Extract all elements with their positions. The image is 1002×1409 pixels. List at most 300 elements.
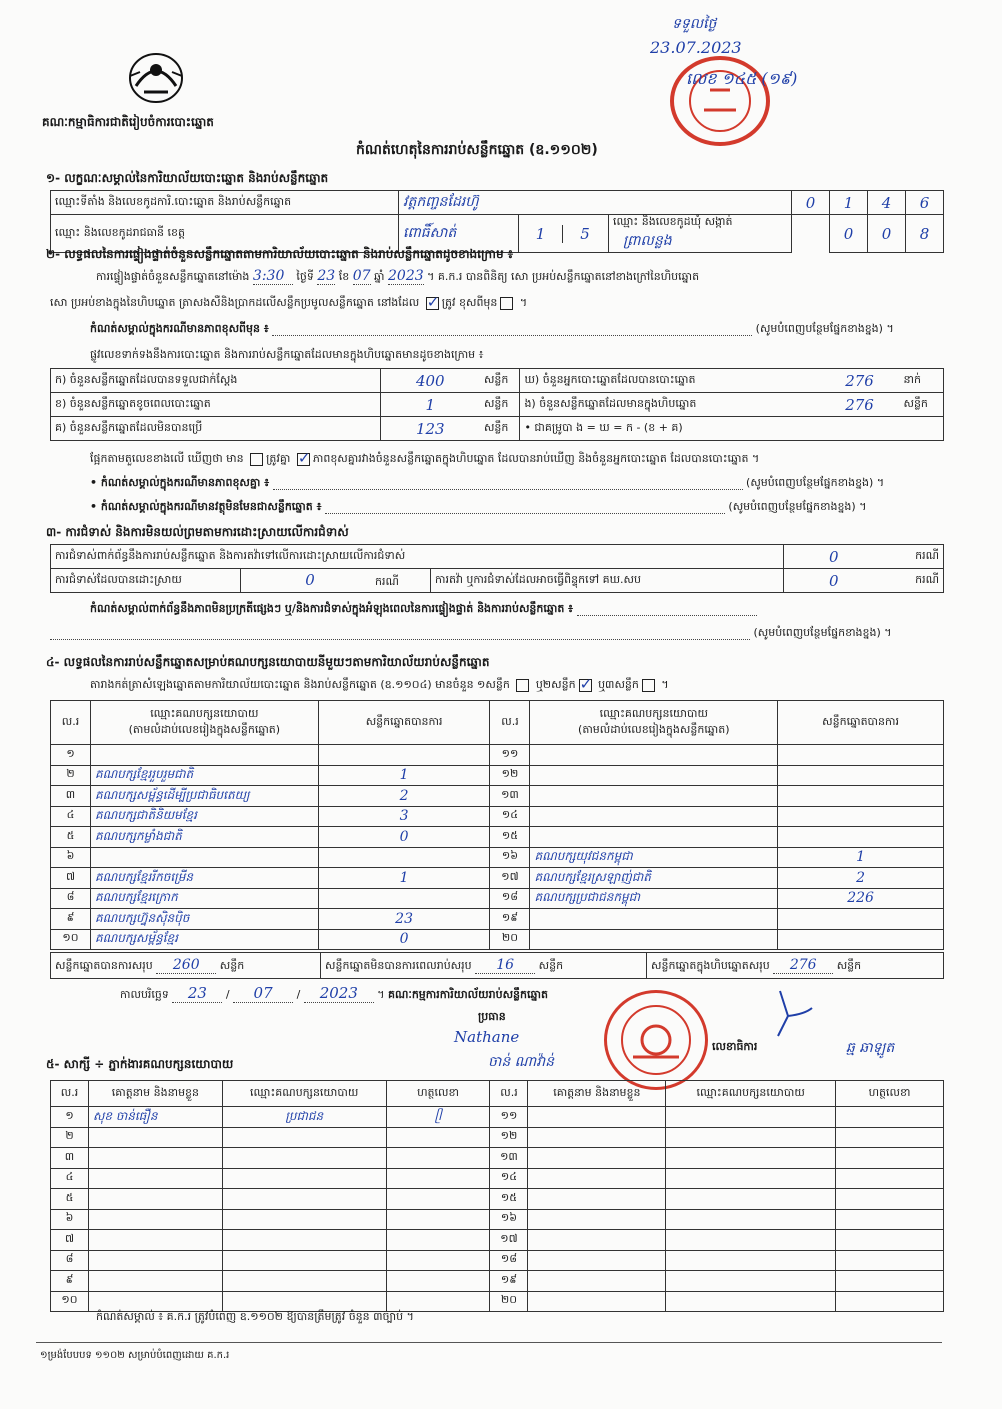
results-col-party-right-title: ឈ្មោះគណបក្សនយោបាយ [599, 706, 708, 720]
tally-one-checkbox[interactable] [516, 679, 529, 692]
result-party: គណបក្សយុវជនកម្ពុជា [530, 847, 778, 868]
seal-wrong-checkbox[interactable] [500, 297, 513, 310]
witness-no: ៣ [51, 1148, 89, 1169]
witness-no: ១១ [490, 1107, 528, 1128]
witness-col-sign-left: ហត្ថលេខា [386, 1081, 490, 1107]
result-no: ១៤ [490, 806, 530, 827]
result-party: គណបក្សសម្ព័ន្ធដើម្បីប្រជាធិបតេយ្យ [90, 786, 318, 807]
witness-party[interactable] [222, 1230, 386, 1251]
witness-signature[interactable] [836, 1148, 944, 1169]
witness-row [51, 1189, 944, 1210]
result-row [51, 847, 944, 868]
witness-party[interactable] [222, 1291, 386, 1312]
witness-signature[interactable] [386, 1250, 490, 1271]
witness-no: ៥ [51, 1189, 89, 1210]
result-party: គណបក្សខ្មែរក្រោក [90, 888, 318, 909]
resolved-unit: ករណី [375, 574, 399, 588]
objection-total-value: 0 [784, 545, 884, 569]
total-box-label: សន្លឹកឆ្នោតក្នុងហិបឆ្នោតសរុប [651, 958, 770, 972]
witness-col-name-left: គោត្តនាម និងនាមខ្លួន [88, 1081, 222, 1107]
result-votes [778, 909, 944, 930]
result-party: គណបក្សប្រជាជនកម្ពុជា [530, 888, 778, 909]
witness-no: ១៥ [490, 1189, 528, 1210]
witness-name[interactable] [528, 1107, 666, 1128]
irregularity-note-line-2 [50, 626, 946, 642]
verification-paragraph-2: សោ ប្រអប់ខាងក្នុងនៃហិបឆ្នោត ត្រាសងសឺនិងប្រាកដលើសន្លឹកប្រមូលសន្លឹកឆ្នោត នៅងដែល ✓ ត្រូវ ខុសពីមុន ។ [50, 296, 527, 312]
count-row [51, 369, 944, 393]
witness-name[interactable] [88, 1148, 222, 1169]
witness-signature[interactable] [836, 1168, 944, 1189]
verification-day: 23 [317, 268, 336, 284]
date-month: 07 [233, 984, 293, 1003]
count-unit-2: នាក់ [899, 369, 943, 393]
witness-row [51, 1107, 944, 1128]
result-votes [318, 847, 490, 868]
witness-row [51, 1291, 944, 1312]
section3-heading: ៣- ការជំទាស់ និងការមិនយល់ព្រមតាមការដោះស្រាយលើការជំទាស់ [46, 525, 349, 539]
total-invalid-label: សន្លឹកឆ្នោតមិនបានការពេលរាប់សរុប [325, 958, 472, 972]
result-party: គណបក្សខ្មែររួបរួមជាតិ [90, 765, 318, 786]
result-party: គណបក្សកម្លាំងជាតិ [90, 827, 318, 848]
tally-sheet-line: តារាងកត់ត្រាសំឡេងឆ្នោតតាមការិយាល័យបោះឆ្នោត និងរាប់សន្លឹកឆ្នោត (ឧ.១១០៤) មានចំនួន ១សន្លឹក ឬ២សន្លឹក✓ ឬ៣សន្លឹក ។ [90, 678, 669, 694]
difference-note-line [90, 476, 946, 492]
count-label-2: ង) ចំនួនសន្លឹកឆ្នោតដែលមានក្នុងហិបឆ្នោត [520, 393, 820, 417]
province-code [519, 215, 609, 253]
witness-name[interactable] [528, 1271, 666, 1292]
province-label: ឈ្មោះ និងលេខកូដរាជធានី ខេត្ត [51, 215, 399, 253]
witness-row [51, 1271, 944, 1292]
total-box-value: 276 [773, 957, 833, 974]
witness-signature[interactable] [836, 1127, 944, 1148]
result-votes: 23 [318, 909, 490, 930]
result-votes [778, 929, 944, 950]
org-name: គណៈកម្មាធិការជាតិរៀបចំការបោះឆ្នោត [42, 115, 214, 129]
results-col-no-left: ល.រ [51, 701, 91, 745]
total-valid-cell [51, 953, 321, 979]
secretary-label: លេខាធិការ [712, 1040, 758, 1053]
total-invalid-value: 16 [475, 957, 535, 974]
difference-note-label: • កំណត់សម្គាល់ក្នុងករណីមានភាពខុសគ្នា ៖ [90, 476, 270, 489]
witness-no: ៧ [51, 1230, 89, 1251]
result-no: ២ [51, 765, 91, 786]
result-votes [778, 786, 944, 807]
total-invalid-cell [321, 953, 647, 979]
ballot-count-table [50, 368, 944, 441]
result-votes: 3 [318, 806, 490, 827]
result-no: ១៦ [490, 847, 530, 868]
resolved-cell [241, 569, 431, 593]
witness-no: ៤ [51, 1168, 89, 1189]
result-votes: 2 [778, 868, 944, 889]
match-label: ត្រូវគ្នា [266, 452, 291, 465]
witness-name[interactable] [88, 1250, 222, 1271]
discrepancy-note-field[interactable] [272, 322, 752, 336]
president-label: ប្រធាន [478, 1010, 506, 1023]
result-votes: 0 [318, 929, 490, 950]
count-unit-2 [899, 417, 943, 441]
witness-signature[interactable] [386, 1209, 490, 1230]
result-party [530, 909, 778, 930]
witness-name[interactable] [88, 1230, 222, 1251]
objection-total-unit: ករណី [884, 545, 944, 569]
results-col-party-right [530, 701, 778, 745]
result-no: ១០ [51, 929, 91, 950]
witness-name[interactable] [88, 1291, 222, 1312]
irregularity-note-line [90, 602, 946, 618]
results-col-party-left-title: ឈ្មោះគណបក្សនយោបាយ [150, 706, 259, 720]
commune-label: ឈ្មោះ និងលេខកូដឃុំ សង្កាត់ [613, 215, 733, 228]
irregularity-note-field[interactable] [577, 602, 757, 616]
count-value: 1 [380, 393, 480, 417]
verification-text-a: ការផ្ទៀងផ្ទាត់ចំនួនសន្លឹកឆ្នោតនៅម៉ោង [96, 270, 250, 283]
witness-party[interactable] [222, 1168, 386, 1189]
count-label: ក) ចំនួនសន្លឹកឆ្នោតដែលបានទទួលជាក់ស្តែង [51, 369, 381, 393]
result-row [51, 786, 944, 807]
count-value-2: 276 [820, 393, 900, 417]
count-label: គ) ចំនួនសន្លឹកឆ្នោតដែលមិនបានប្រើ [51, 417, 381, 441]
witness-col-party-left: ឈ្មោះគណបក្សនយោបាយ [222, 1081, 386, 1107]
verification-month: 07 [352, 268, 371, 284]
date-day: 23 [172, 984, 222, 1003]
witness-row [51, 1168, 944, 1189]
polling-station-label: ឈ្មោះទីតាំង និងលេខកូដការិ.បោះឆ្នោត និងរាប់សន្លឹកឆ្នោត [51, 191, 399, 215]
witness-party[interactable] [666, 1189, 836, 1210]
committee-stamp [604, 990, 708, 1090]
section5-heading: ៥- សាក្សី ÷ ភ្នាក់ងារគណបក្សនយោបាយ [46, 1057, 234, 1071]
foreign-object-note-hint: (សូមបំពេញបន្ថែមផ្នែកខាងខ្នង) ។ [728, 500, 867, 513]
count-unit-2: សន្លឹក [899, 393, 943, 417]
witness-name[interactable] [528, 1148, 666, 1169]
resolved-value: 0 [305, 570, 315, 589]
result-no: ៤ [51, 806, 91, 827]
date-year: 2023 [304, 984, 374, 1003]
commune-name: ព្រាលន្លង [623, 233, 672, 249]
witness-no: ២ [51, 1127, 89, 1148]
witness-signature[interactable] [386, 1148, 490, 1169]
witness-name[interactable] [528, 1230, 666, 1251]
date-label: កាលបរិច្ឆេទ [120, 988, 169, 1001]
result-no: ២០ [490, 929, 530, 950]
tally-two-checkbox[interactable] [579, 679, 592, 692]
result-row [51, 806, 944, 827]
irregularity-note-field-2[interactable] [50, 626, 750, 640]
appeal-label: ការតវ៉ា ឬការជំទាស់ដែលអាចធ្វើពិន្ទុកទៅ គឃ.សប [431, 569, 784, 593]
verification-text-b: ថ្ងៃទី [296, 270, 314, 283]
witness-signature[interactable] [386, 1230, 490, 1251]
witness-no: ១ [51, 1107, 89, 1128]
result-party [530, 806, 778, 827]
witness-name[interactable]: សុខ ចាន់ធឿន [88, 1107, 222, 1128]
foreign-object-note-field[interactable] [325, 500, 725, 514]
appeal-value: 0 [784, 569, 884, 593]
result-no: ៦ [51, 847, 91, 868]
appeal-unit: ករណី [884, 569, 944, 593]
witness-name[interactable] [528, 1127, 666, 1148]
match-checkbox[interactable] [250, 453, 263, 466]
witness-table [50, 1080, 944, 1312]
secretary-signature-mark [760, 986, 820, 1050]
witness-signature[interactable] [836, 1291, 944, 1312]
witness-name[interactable] [528, 1250, 666, 1271]
discrepancy-note-hint: (សូមបំពេញបន្ថែមផ្នែកខាងខ្នង) ។ [755, 322, 894, 335]
station-code-2: 1 [830, 191, 868, 215]
irregularity-note-hint: (សូមបំពេញបន្ថែមផ្នែកខាងខ្នង) ។ [753, 626, 892, 639]
tally-two-label: ឬ២សន្លឹក [535, 678, 576, 691]
station-code-1: 0 [792, 191, 830, 215]
result-votes: 226 [778, 888, 944, 909]
count-label: ខ) ចំនួនសន្លឹកឆ្នោតខូចពេលបោះឆ្នោត [51, 393, 381, 417]
date-line: កាលបរិច្ឆេទ 23 / 07 / 2023 ។ គណៈកម្មការការិយាល័យរាប់សន្លឹកឆ្នោត [120, 984, 548, 1002]
witness-party[interactable] [222, 1271, 386, 1292]
witness-signature[interactable] [386, 1168, 490, 1189]
witness-no: ១៨ [490, 1250, 528, 1271]
form-title: កំណត់ហេតុនៃការរាប់សន្លឹកឆ្នោត (ឧ.១១០២) [356, 142, 598, 158]
footer-divider [36, 1342, 942, 1343]
witness-name[interactable] [88, 1209, 222, 1230]
witness-col-no-left: ល.រ [51, 1081, 89, 1107]
total-invalid-unit: សន្លឹក [538, 958, 564, 972]
witness-signature[interactable] [386, 1291, 490, 1312]
witness-party[interactable] [666, 1250, 836, 1271]
irregularity-note-label: កំណត់សម្គាល់ពាក់ព័ន្ធនឹងភាពមិនប្រក្រតីផ្សេងៗ ឬ/និងការជំទាស់ក្នុងអំឡុងពេលនៃការផ្ទៀងផ្ទាត់ និងការរាប់សន្លឹកឆ្នោត ៖ [90, 602, 574, 615]
verification-text-c: ។ គ.ក.រ បានពិនិត្យ សោ ប្រអប់សន្លឹកឆ្នោតនៅខាងក្រៅនៃហិបឆ្នោត [427, 270, 700, 283]
section2-heading: ២- លទ្ធផលនៃការផ្ទៀងផ្ទាត់ចំនួនសន្លឹកឆ្នោតតាមការិយាល័យបោះឆ្នោត និងរាប់សន្លឹកឆ្នោតដូចខាងក្រោម ៖ [46, 247, 514, 261]
count-label-2: ឃ) ចំនួនអ្នកបោះឆ្នោតដែលបានបោះឆ្នោត [520, 369, 820, 393]
witness-name[interactable] [528, 1168, 666, 1189]
witness-no: ១០ [51, 1291, 89, 1312]
seal-wrong-label: ខុសពីមុន [458, 296, 498, 309]
results-totals-table [50, 952, 944, 979]
witness-party[interactable] [666, 1107, 836, 1128]
result-votes [318, 888, 490, 909]
section1-heading: ១- លក្ខណៈសម្គាល់នៃការិយាល័យបោះឆ្នោត និងរាប់សន្លឹកឆ្នោត [46, 171, 329, 185]
count-value: 123 [380, 417, 480, 441]
witness-row [51, 1230, 944, 1251]
witness-signature[interactable] [386, 1127, 490, 1148]
witness-party[interactable] [222, 1209, 386, 1230]
witness-name[interactable] [88, 1189, 222, 1210]
station-code-3: 4 [868, 191, 906, 215]
witness-row [51, 1148, 944, 1169]
witness-no: ៦ [51, 1209, 89, 1230]
witness-row [51, 1209, 944, 1230]
total-box-unit: សន្លឹក [836, 958, 862, 972]
verification-year: 2023 [388, 268, 424, 284]
party-results-table [50, 700, 944, 950]
section1-table [50, 190, 944, 253]
result-no: ៨ [51, 888, 91, 909]
witness-party[interactable] [666, 1291, 836, 1312]
witness-party[interactable]: ប្រជាជន [222, 1107, 386, 1128]
result-no: ១៥ [490, 827, 530, 848]
difference-label: ភាពខុសគ្នារវាងចំនួនសន្លឹកឆ្នោតក្នុងហិបឆ្នោត ដែលបានរាប់ឃើញ និងចំនួនអ្នកបោះឆ្នោត ដែលបានបោះឆ្នោត ។ [312, 452, 760, 465]
count-value-2 [820, 417, 900, 441]
verification-time: 3:30 [253, 268, 293, 285]
discrepancy-note-line [90, 322, 946, 338]
results-col-party-left-sub: (តាមលំដាប់លេខរៀងក្នុងសន្លឹកឆ្នោត) [128, 722, 281, 736]
result-no: ៩ [51, 909, 91, 930]
tally-three-checkbox[interactable] [642, 679, 655, 692]
committee-label: គណៈកម្មការការិយាល័យរាប់សន្លឹកឆ្នោត [388, 988, 548, 1001]
station-code-4: 6 [906, 191, 944, 215]
consistency-line [90, 452, 946, 468]
witness-col-party-right: ឈ្មោះគណបក្សនយោបាយ [666, 1081, 836, 1107]
witness-name[interactable] [528, 1291, 666, 1312]
count-unit: សន្លឹក [480, 369, 520, 393]
stamp-received-number: លេខ ១៤៥ (១៩) [686, 69, 798, 88]
discrepancy-note-label: កំណត់សម្គាល់ក្នុងករណីមានភាពខុសពីមុន ៖ [90, 322, 269, 335]
result-party: គណបក្សខ្មែរស្រឡាញ់ជាតិ [530, 868, 778, 889]
result-votes [778, 745, 944, 766]
witness-no: ១៤ [490, 1168, 528, 1189]
commune-code-1: 0 [830, 215, 868, 253]
count-label-2: • ជាគម្រូបា ង = ឃ = ក - (ខ + គ) [520, 417, 820, 441]
result-party: គណបក្សខ្មែររីកចម្រើន [90, 868, 318, 889]
witness-name[interactable] [88, 1168, 222, 1189]
count-row [51, 417, 944, 441]
result-votes [778, 827, 944, 848]
result-party [530, 745, 778, 766]
difference-checkbox[interactable] [297, 453, 310, 466]
seal-correct-label: ត្រូវ [441, 296, 456, 309]
result-party [530, 827, 778, 848]
result-votes [318, 745, 490, 766]
result-row [51, 745, 944, 766]
witness-party[interactable] [222, 1148, 386, 1169]
witness-party[interactable] [666, 1168, 836, 1189]
witness-name[interactable] [528, 1189, 666, 1210]
verification-paragraph: ការផ្ទៀងផ្ទាត់ចំនួនសន្លឹកឆ្នោតនៅម៉ោង 3:30 ថ្ងៃទី 23 ខែ 07 ឆ្នាំ 2023 ។ គ.ក.រ បានពិនិត្យ សោ ប្រអប់សន្លឹកឆ្នោតនៅខាងក្រៅនៃហិបឆ្នោត [96, 268, 700, 284]
stamp-received-date: 23.07.2023 [650, 38, 742, 57]
result-party [530, 786, 778, 807]
result-party [530, 929, 778, 950]
witness-signature[interactable] [836, 1189, 944, 1210]
witness-party[interactable] [666, 1271, 836, 1292]
witness-signature[interactable] [836, 1250, 944, 1271]
result-no: ១១ [490, 745, 530, 766]
footer-text: ១ម្រង់បែបបទ ១១០២ សម្រាប់បំពេញដោយ គ.ក.រ [40, 1350, 230, 1361]
witness-col-no-right: ល.រ [490, 1081, 528, 1107]
witness-no: ១៩ [490, 1271, 528, 1292]
nec-emblem-icon [124, 46, 188, 106]
count-value-2: 276 [820, 369, 900, 393]
witness-signature[interactable] [836, 1209, 944, 1230]
result-no: ១៩ [490, 909, 530, 930]
difference-note-field[interactable] [273, 476, 743, 490]
tally-three-label: ឬ៣សន្លឹក [598, 678, 639, 691]
witness-no: ៨ [51, 1250, 89, 1271]
summary-intro: ផ្លូវលេខទាក់ទងនឹងការបោះឆ្នោត និងការរាប់សន្លឹកឆ្នោតដែលមានក្នុងហិបឆ្នោតមានដូចខាងក្រោម ៖ [90, 348, 484, 361]
witness-signature[interactable] [836, 1107, 944, 1128]
result-party [530, 765, 778, 786]
result-no: ១៨ [490, 888, 530, 909]
result-party [90, 847, 318, 868]
result-party: គណបក្សហ្វ៊ុនស៊ិនប៉ិច [90, 909, 318, 930]
commune-code-3: 8 [906, 215, 944, 253]
witness-no: ៩ [51, 1271, 89, 1292]
witness-signature[interactable] [836, 1271, 944, 1292]
witness-party[interactable] [222, 1189, 386, 1210]
verification-text-2: សោ ប្រអប់ខាងក្នុងនៃហិបឆ្នោត ត្រាសងសឺនិងប្រាកដលើសន្លឹកប្រមូលសន្លឹកឆ្នោត នៅងដែល [50, 296, 420, 309]
result-no: ១ [51, 745, 91, 766]
results-col-votes-right: សន្លឹកឆ្នោតបានការ [778, 701, 944, 745]
witness-party[interactable] [666, 1230, 836, 1251]
result-row [51, 868, 944, 889]
seal-correct-checkbox[interactable] [426, 297, 439, 310]
result-party: គណបក្សជាតិនិយមខ្មែរ [90, 806, 318, 827]
result-row [51, 929, 944, 950]
witness-no: ២០ [490, 1291, 528, 1312]
witness-no: ១៣ [490, 1148, 528, 1169]
result-votes [778, 806, 944, 827]
president-signature: Nathane [454, 1028, 520, 1046]
total-valid-value: 260 [156, 957, 216, 974]
president-name: ចាន់ ណាវ៉ាន់ [488, 1054, 554, 1070]
result-votes: 1 [778, 847, 944, 868]
witness-no: ១៦ [490, 1209, 528, 1230]
witness-party[interactable] [666, 1148, 836, 1169]
witness-row [51, 1250, 944, 1271]
witness-signature[interactable]: ᥫ [386, 1107, 490, 1128]
tally-sheet-text: តារាងកត់ត្រាសំឡេងឆ្នោតតាមការិយាល័យបោះឆ្នោត និងរាប់សន្លឹកឆ្នោត (ឧ.១១០៤) មានចំនួន ១សន្លឹក [90, 678, 510, 691]
witness-signature[interactable] [386, 1189, 490, 1210]
result-no: ១៣ [490, 786, 530, 807]
result-row [51, 765, 944, 786]
section4-heading: ៤- លទ្ធផលនៃការរាប់សន្លឹកឆ្នោតសម្រាប់គណបក្សនយោបាយនីមួយៗតាមការិយាល័យរាប់សន្លឹកឆ្នោត [46, 655, 490, 669]
result-no: ៣ [51, 786, 91, 807]
result-votes: 2 [318, 786, 490, 807]
total-box-cell [647, 953, 944, 979]
polling-station-name: វត្តកញ្ចនដែរហ៊ូ [399, 191, 792, 215]
result-votes: 1 [318, 765, 490, 786]
commune-code-2: 0 [868, 215, 906, 253]
resolved-label: ការជំទាស់ដែលបានដោះស្រាយ [51, 569, 241, 593]
result-party: គណបក្សសម្ព័ន្ធខ្មែរ [90, 929, 318, 950]
results-col-party-left [90, 701, 318, 745]
witness-signature[interactable] [386, 1271, 490, 1292]
witness-col-name-right: គោត្តនាម និងនាមខ្លួន [528, 1081, 666, 1107]
results-col-no-right: ល.រ [490, 701, 530, 745]
witness-signature[interactable] [836, 1230, 944, 1251]
witness-col-sign-right: ហត្ថលេខា [836, 1081, 944, 1107]
witness-party[interactable] [222, 1250, 386, 1271]
witness-name[interactable] [88, 1271, 222, 1292]
witness-party[interactable] [666, 1127, 836, 1148]
province-code-2: 5 [580, 224, 590, 243]
witness-no: ១២ [490, 1127, 528, 1148]
commune-cell [609, 215, 792, 253]
stamp-received-label: ទទួលថ្ងៃ [672, 16, 717, 32]
result-votes [778, 765, 944, 786]
result-no: ៧ [51, 868, 91, 889]
count-unit: សន្លឹក [480, 393, 520, 417]
result-votes: 0 [318, 827, 490, 848]
result-no: ៥ [51, 827, 91, 848]
results-col-party-right-sub: (តាមលំដាប់លេខរៀងក្នុងសន្លឹកឆ្នោត) [578, 722, 730, 736]
objection-total-label: ការជំទាស់ពាក់ព័ន្ធនឹងការរាប់សន្លឹកឆ្នោត និងការតវ៉ាទៅលើការដោះស្រាយលើការជំទាស់ [51, 545, 784, 569]
foreign-object-note-line [90, 500, 946, 516]
objection-table [50, 544, 944, 593]
witness-row [51, 1127, 944, 1148]
result-no: ១២ [490, 765, 530, 786]
witness-party[interactable] [666, 1209, 836, 1230]
witness-no: ១៧ [490, 1230, 528, 1251]
province-code-1: 1 [519, 225, 563, 243]
witness-name[interactable] [528, 1209, 666, 1230]
province-name: ពោធិ៍សាត់ [399, 215, 519, 253]
witness-name[interactable] [88, 1127, 222, 1148]
witness-party[interactable] [222, 1127, 386, 1148]
